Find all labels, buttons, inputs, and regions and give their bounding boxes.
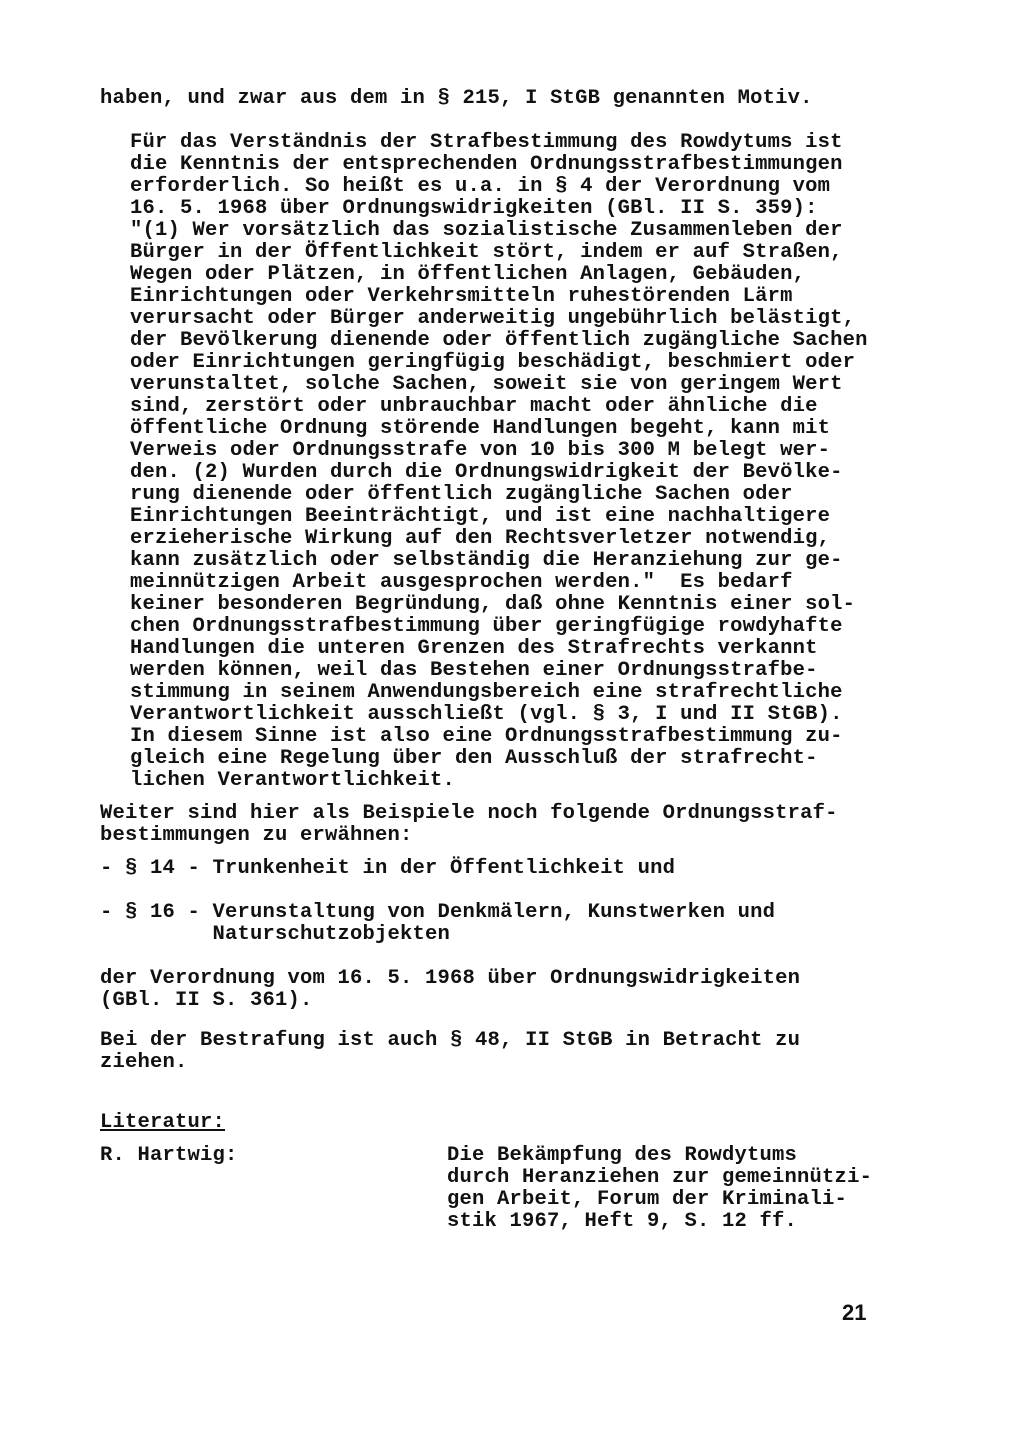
quote-line: der Bevölkerung dienende oder öffentlich zugängliche Sachen bbox=[130, 329, 868, 352]
lead-line: haben, und zwar aus dem in § 215, I StGB genannten Motiv. bbox=[100, 87, 813, 110]
quote-line: Handlungen die unteren Grenzen des Strafrechts verkannt bbox=[130, 637, 818, 660]
quote-line: den. (2) Wurden durch die Ordnungswidrigkeit der Bevölke- bbox=[130, 461, 843, 484]
examples-intro-line: Weiter sind hier als Beispiele noch folgende Ordnungsstraf- bbox=[100, 802, 838, 825]
list-item: - § 16 - Verunstaltung von Denkmälern, Kunstwerken und bbox=[100, 901, 776, 924]
page-number: 21 bbox=[842, 1300, 867, 1325]
quote-line: Wegen oder Plätzen, in öffentlichen Anlagen, Gebäuden, bbox=[130, 263, 806, 286]
quote-line: erzieherische Wirkung auf den Rechtsverletzer notwendig, bbox=[130, 527, 831, 550]
quote-line: chen Ordnungsstrafbestimmung über geringfügige rowdyhafte bbox=[130, 615, 843, 638]
quote-line: keiner besonderen Begründung, daß ohne Kenntnis einer sol- bbox=[130, 593, 856, 616]
quote-line: meinnützigen Arbeit ausgesprochen werden." Es bedarf bbox=[130, 571, 793, 594]
quote-line: öffentliche Ordnung störende Handlungen begeht, kann mit bbox=[130, 417, 831, 440]
quote-line: sind, zerstört oder unbrauchbar macht oder ähnliche die bbox=[130, 395, 818, 418]
quote-line: die Kenntnis der entsprechenden Ordnungsstrafbestimmungen bbox=[130, 153, 843, 176]
literature-author: R. Hartwig: bbox=[100, 1144, 238, 1167]
literature-reference-line: stik 1967, Heft 9, S. 12 ff. bbox=[447, 1210, 798, 1233]
list-item-continuation: Naturschutzobjekten bbox=[100, 923, 451, 946]
quote-line: Verantwortlichkeit ausschließt (vgl. § 3, I und II StGB). bbox=[130, 703, 843, 726]
quote-line: gleich eine Regelung über den Ausschluß der strafrecht- bbox=[130, 747, 818, 770]
quote-line: Einrichtungen oder Verkehrsmitteln ruhestörenden Lärm bbox=[130, 285, 793, 308]
quote-line: "(1) Wer vorsätzlich das sozialistische Zusammenleben der bbox=[130, 219, 843, 242]
quote-line: In diesem Sinne ist also eine Ordnungsstrafbestimmung zu- bbox=[130, 725, 843, 748]
list-item: - § 14 - Trunkenheit in der Öffentlichkeit und bbox=[100, 857, 676, 880]
quote-line: Verweis oder Ordnungsstrafe von 10 bis 300 M belegt wer- bbox=[130, 439, 831, 462]
quote-line: Für das Verständnis der Strafbestimmung des Rowdytums ist bbox=[130, 131, 843, 154]
literature-heading: Literatur: bbox=[100, 1111, 226, 1134]
reference-line: der Verordnung vom 16. 5. 1968 über Ordnungswidrigkeiten bbox=[100, 967, 801, 990]
quote-line: erforderlich. So heißt es u.a. in § 4 der Verordnung vom bbox=[130, 175, 831, 198]
quote-line: rung dienende oder öffentlich zugängliche Sachen oder bbox=[130, 483, 793, 506]
reference-line: (GBl. II S. 361). bbox=[100, 989, 313, 1012]
quote-line: stimmung in seinem Anwendungsbereich eine strafrechtliche bbox=[130, 681, 843, 704]
literature-reference-line: durch Heranziehen zur gemeinnützi- bbox=[447, 1166, 873, 1189]
literature-reference-line: Die Bekämpfung des Rowdytums bbox=[447, 1144, 798, 1167]
quote-line: Bürger in der Öffentlichkeit stört, indem er auf Straßen, bbox=[130, 241, 843, 264]
quote-line: verursacht oder Bürger anderweitig ungebührlich belästigt, bbox=[130, 307, 856, 330]
quote-line: 16. 5. 1968 über Ordnungswidrigkeiten (GBl. II S. 359): bbox=[130, 197, 818, 220]
quote-line: kann zusätzlich oder selbständig die Heranziehung zur ge- bbox=[130, 549, 843, 572]
examples-intro-line: bestimmungen zu erwähnen: bbox=[100, 824, 413, 847]
quote-line: Einrichtungen Beeinträchtigt, und ist eine nachhaltigere bbox=[130, 505, 831, 528]
quote-line: lichen Verantwortlichkeit. bbox=[130, 769, 456, 792]
quote-line: werden können, weil das Bestehen einer Ordnungsstrafbe- bbox=[130, 659, 818, 682]
literature-reference-line: gen Arbeit, Forum der Kriminali- bbox=[447, 1188, 848, 1211]
quote-line: verunstaltet, solche Sachen, soweit sie von geringem Wert bbox=[130, 373, 843, 396]
note-line: ziehen. bbox=[100, 1051, 188, 1074]
quote-line: oder Einrichtungen geringfügig beschädigt, beschmiert oder bbox=[130, 351, 856, 374]
note-line: Bei der Bestrafung ist auch § 48, II StGB in Betracht zu bbox=[100, 1029, 801, 1052]
